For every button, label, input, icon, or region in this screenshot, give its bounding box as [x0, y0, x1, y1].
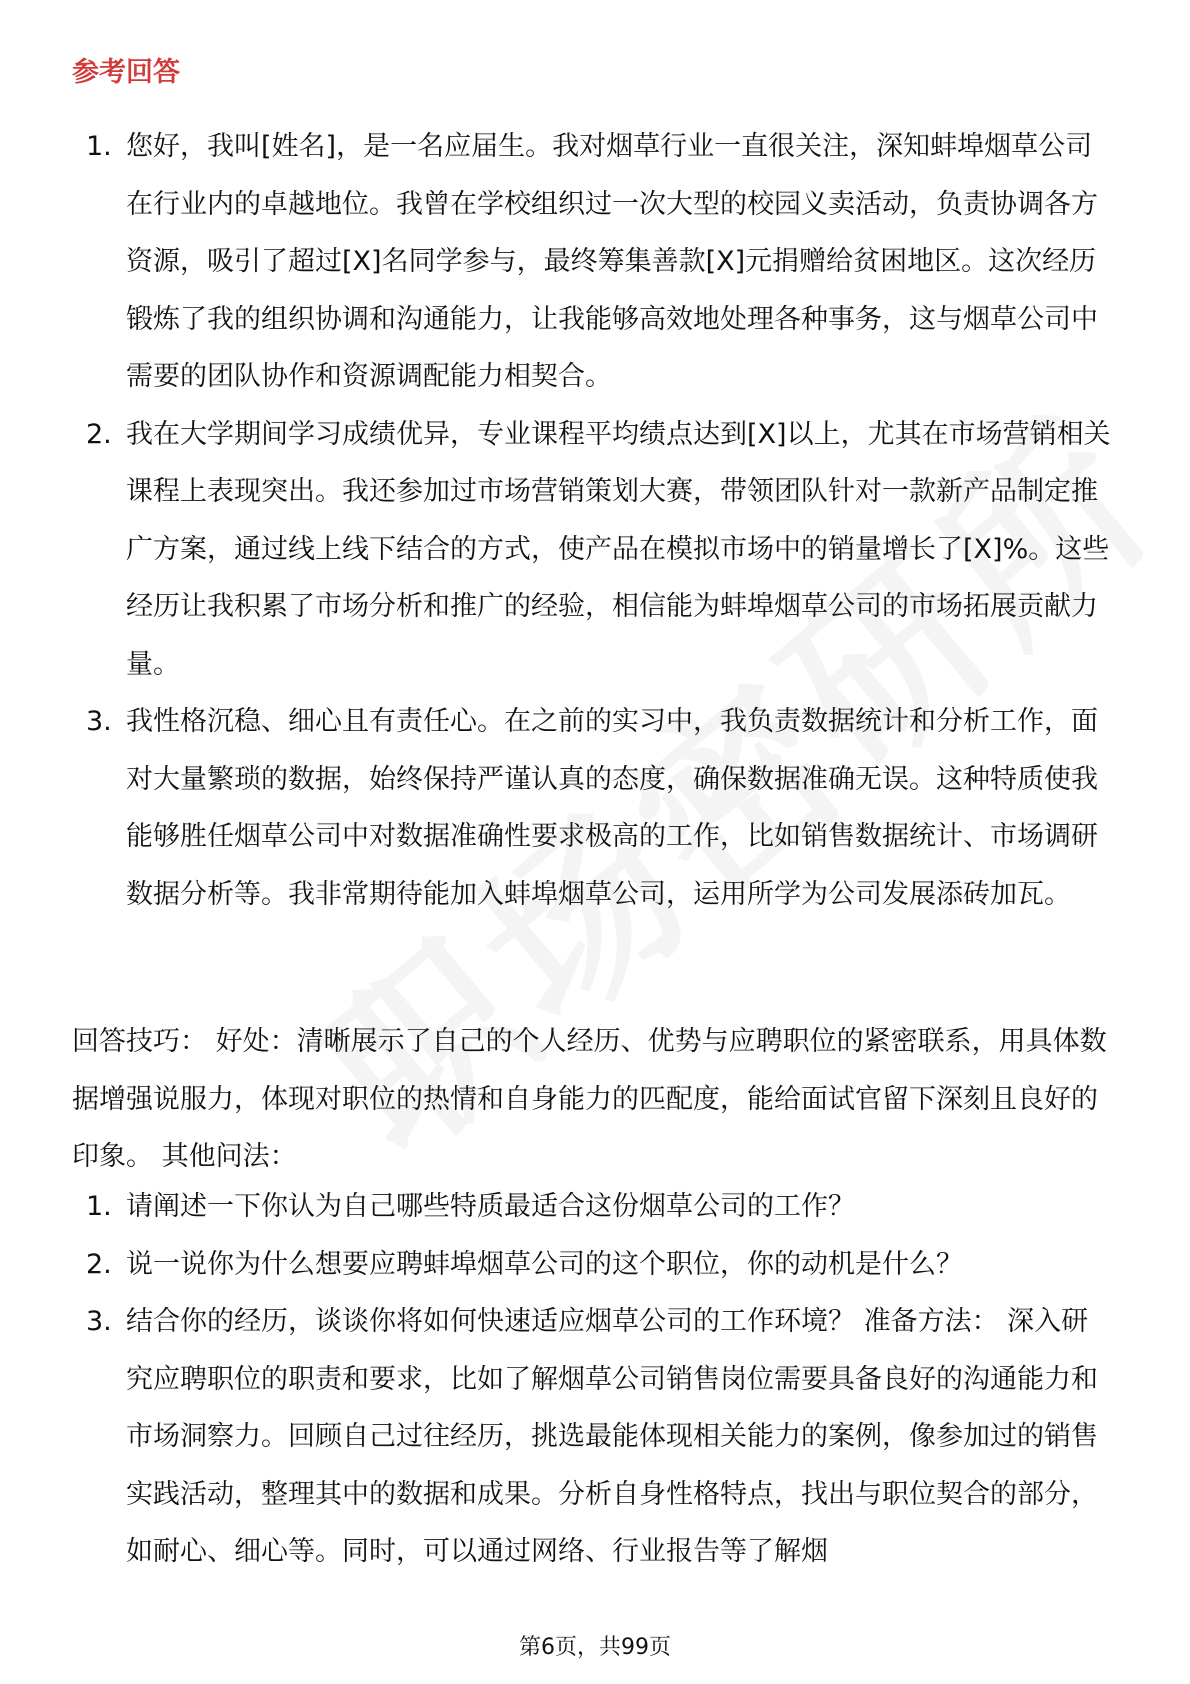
- alternative-item: [72, 1178, 1112, 1236]
- answer-text: 我在大学期间学习成绩优异，专业课程平均绩点达到[X]以上，尤其在市场营销相关课程上表现突出。我还参加过市场营销策划大赛，带领团队针对一款新产品制定推广方案，通过线上线下结合的方式，使产品在模拟市场中的销量增长了[X]%。这些经历让我积累了市场分析和推广的经验，相信能为蚌埠烟草公司的市场拓展贡献力量。: [126, 418, 1111, 680]
- tips-paragraph: 回答技巧： 好处：清晰展示了自己的个人经历、优势与应聘职位的紧密联系，用具体数据增强说服力，体现对职位的热情和自身能力的匹配度，能给面试官留下深刻且良好的印象。 其他问法：: [72, 1026, 1107, 1172]
- alternative-text: 请阐述一下你认为自己哪些特质最适合这份烟草公司的工作？: [126, 1191, 855, 1222]
- answer-text: 您好，我叫[姓名]，是一名应届生。我对烟草行业一直很关注，深知蚌埠烟草公司在行业内的卓越地位。我曾在学校组织过一次大型的校园义卖活动，负责协调各方资源，吸引了超过[X]名同学参与，最终筹集善款[X]元捐赠给贫困地区。这次经历锻炼了我的组织协调和沟通能力，让我能够高效地处理各种事务，这与烟草公司中需要的团队协作和资源调配能力相契合。: [126, 131, 1098, 392]
- answer-text: 我性格沉稳、细心且有责任心。在之前的实习中，我负责数据统计和分析工作，面对大量繁琐的数据，始终保持严谨认真的态度，确保数据准确无误。这种特质使我能够胜任烟草公司中对数据准确性要求极高的工作，比如销售数据统计、市场调研数据分析等。我非常期待能加入蚌埠烟草公司，运用所学为公司发展添砖加瓦。: [126, 706, 1098, 910]
- alternative-item: [72, 1236, 1112, 1294]
- answer-item: [72, 118, 1112, 406]
- answer-list: [72, 118, 1112, 923]
- answer-number: 3.: [86, 706, 112, 737]
- answer-item: [72, 406, 1112, 694]
- alternative-item: [72, 1293, 1112, 1581]
- alternative-questions-list: [72, 1178, 1112, 1581]
- answer-number: 1.: [86, 131, 112, 162]
- alternative-text: 说一说你为什么想要应聘蚌埠烟草公司的这个职位，你的动机是什么？: [126, 1248, 963, 1280]
- alternative-text: 结合你的经历，谈谈你将如何快速适应烟草公司的工作环境？ 准备方法： 深入研究应聘职位的职责和要求，比如了解烟草公司销售岗位需要具备良好的沟通能力和市场洞察力。回顾自己过往经历，挑选最能体现相关能力的案例，像参加过的销售实践活动，整理其中的数据和成果。分析自身性格特点，找出与职位契合的部分，如耐心、细心等。同时，可以通过网络、行业报告等了解烟: [126, 1306, 1098, 1567]
- section-heading: 参考回答: [72, 57, 180, 88]
- alternative-number: 1.: [86, 1191, 112, 1222]
- alternative-number: 3.: [86, 1306, 112, 1337]
- answer-number: 2.: [86, 418, 112, 450]
- answer-item: [72, 693, 1112, 923]
- page-footer: 第6页，共99页: [519, 1635, 671, 1660]
- alternative-number: 2.: [86, 1248, 112, 1280]
